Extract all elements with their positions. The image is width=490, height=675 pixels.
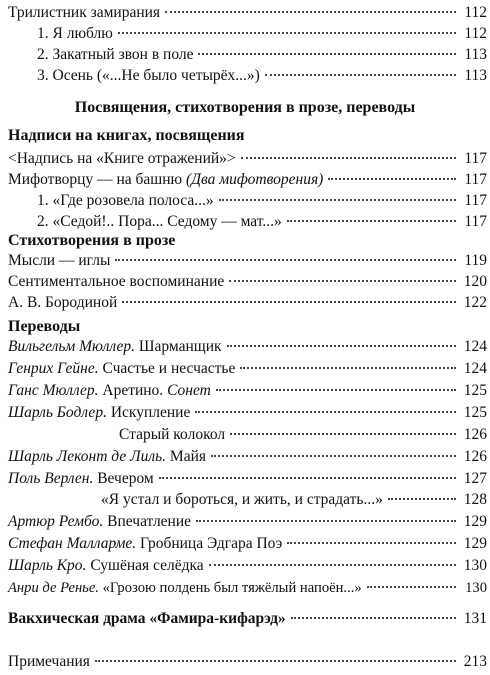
toc-entry-title: [8, 555, 204, 577]
toc-entry: [0, 358, 490, 380]
dot-leader: [230, 432, 456, 435]
toc-entry-title-main: Сушёная селёдка: [86, 557, 204, 574]
toc-entry-title: [8, 446, 206, 468]
toc-entry: [0, 468, 490, 490]
dot-leader: [165, 10, 456, 13]
toc-entry-title: 1. Я люблю: [37, 25, 113, 42]
toc-entry-title-main: Аретино.: [98, 382, 168, 399]
dot-leader: [95, 659, 456, 662]
dot-leader: [196, 519, 456, 522]
dot-leader: [211, 454, 456, 457]
toc-entry-page: 117: [464, 150, 487, 167]
toc-entry-author: Анри де Ренье.: [8, 580, 99, 596]
toc-entry-title-italic: (Два мифотворения): [185, 171, 324, 188]
toc-entry: [0, 533, 490, 555]
toc-entry-title: [8, 577, 362, 599]
toc-entry-title: 2. Закатный звон в поле: [37, 46, 194, 63]
toc-entry: [0, 169, 490, 191]
toc-entry-title: [8, 468, 154, 490]
toc-entry-page: 113: [464, 46, 487, 63]
dot-leader: [219, 198, 456, 201]
toc-entry-title: <Надпись на «Книге отражений»>: [8, 150, 236, 167]
toc-entry-title-main: Впечатление: [103, 513, 192, 530]
toc-entry: [0, 336, 490, 358]
toc-entry-page: 124: [463, 360, 487, 377]
dot-leader: [195, 410, 456, 413]
toc-entry-page: 120: [463, 273, 487, 290]
dot-leader: [229, 279, 456, 282]
dot-leader: [328, 177, 456, 180]
toc-entry-page: 119: [464, 252, 487, 269]
toc-entry-page: 131: [463, 610, 487, 627]
toc-entry: [0, 446, 490, 468]
toc-entry-title-main: Гробница Эдгара Поэ: [136, 535, 283, 552]
toc-entry-page: 130: [465, 580, 487, 596]
toc-entry-title-main: Вечером: [93, 470, 154, 487]
toc-entry-page: 213: [463, 653, 487, 670]
toc-entry-page: 112: [464, 4, 487, 21]
toc-entry-page: 125: [463, 382, 487, 399]
toc-entry: [0, 424, 490, 446]
toc-entry-page: 124: [463, 338, 487, 355]
toc-entry-title-main: Мифотворцу — на башню: [8, 171, 186, 188]
toc-entry-title: [8, 358, 235, 380]
subsection-heading: Переводы: [8, 318, 81, 335]
dot-leader: [265, 73, 456, 76]
toc-entry-title: Старый колокол: [119, 426, 226, 443]
toc-entry-page: 129: [463, 513, 487, 530]
toc-entry: [0, 148, 490, 170]
toc-entry-author: Вильгельм Мюллер.: [8, 338, 136, 355]
toc-entry-author: Шарль Бодлер.: [8, 404, 107, 421]
toc-entry-title: «Я устал и бороться, и жить, и страдать...»: [101, 491, 383, 508]
dot-leader: [159, 476, 456, 479]
toc-entry-author: Шарль Кро.: [8, 557, 87, 574]
toc-entry: [0, 380, 490, 402]
toc-entry-author: Генрих Гейне.: [8, 360, 99, 377]
toc-entry-page: 117: [464, 171, 487, 188]
toc-entry: [0, 489, 490, 511]
toc-entry: [0, 250, 490, 272]
subsection-heading: Стихотворения в прозе: [8, 232, 176, 249]
toc-entry-title: [8, 533, 282, 555]
toc-entry-title-main: «Грозою полдень был тяжёлый напоён...»: [98, 580, 362, 596]
toc-entry-page: 113: [464, 67, 487, 84]
dot-leader: [291, 616, 456, 619]
toc-entry: [0, 608, 490, 630]
dot-leader: [287, 541, 456, 544]
dot-leader: [240, 366, 456, 369]
toc-entry-page: 117: [464, 192, 487, 209]
dot-leader: [115, 258, 456, 261]
toc-entry-title: 1. «Где розовела полоса...»: [37, 192, 214, 209]
toc-entry-title: [8, 169, 323, 191]
toc-entry-title: [8, 402, 190, 424]
toc-entry-page: 128: [463, 491, 487, 508]
toc-entry: [0, 511, 490, 533]
toc-entry-page: 126: [463, 448, 487, 465]
toc-entry-title: Трилистник замирания: [8, 4, 161, 21]
toc-entry-title: Сентиментальное воспоминание: [8, 273, 225, 290]
toc-entry: [0, 190, 490, 212]
dot-leader: [209, 563, 456, 566]
dot-leader: [198, 52, 456, 55]
toc-entry-title: 2. «Седой!.. Пора... Седому — мат...»: [37, 213, 282, 230]
toc-entry-title-main: Майя: [166, 448, 206, 465]
toc-entry: [0, 555, 490, 577]
toc-entry-page: 130: [463, 557, 487, 574]
toc-entry: [0, 23, 490, 45]
toc-entry-title: [8, 380, 211, 402]
toc-entry-title: 3. Осень («...Не было четырёх...»): [37, 67, 260, 84]
toc-entry-title: А. В. Бородиной: [8, 294, 118, 311]
toc-entry-page: 126: [463, 426, 487, 443]
toc-entry-page: 127: [463, 470, 487, 487]
toc-entry-page: 117: [464, 213, 487, 230]
toc-entry: [0, 44, 490, 66]
toc-entry-author: Ганс Мюллер.: [8, 382, 99, 399]
dot-leader: [122, 300, 456, 303]
section-heading: Посвящения, стихотворения в прозе, переводы: [74, 99, 416, 116]
toc-entry-author: Шарль Леконт де Лиль.: [8, 448, 167, 465]
toc-entry: [0, 577, 490, 599]
toc-entry-title: Примечания: [8, 653, 90, 670]
dot-leader: [287, 219, 456, 222]
toc-entry: [0, 65, 490, 87]
dot-leader: [118, 31, 456, 34]
dot-leader: [227, 344, 456, 347]
toc-entry-author: Поль Верлен.: [8, 470, 94, 487]
toc-entry: [0, 651, 490, 673]
toc-entry-title-main: Искупление: [106, 404, 191, 421]
toc-entry-page: 122: [463, 294, 487, 311]
toc-entry-title: Мысли — иглы: [8, 252, 111, 269]
toc-entry-page: 129: [463, 535, 487, 552]
toc-entry: [0, 292, 490, 314]
toc-entry-title: [8, 336, 222, 358]
toc-entry-title-main: Шарманщик: [135, 338, 222, 355]
toc-entry: [0, 271, 490, 293]
dot-leader: [388, 497, 456, 500]
dot-leader: [367, 585, 456, 588]
toc-entry-page: 112: [464, 25, 487, 42]
toc-entry-title-italic: Сонет: [167, 382, 211, 399]
dot-leader: [216, 388, 456, 391]
toc-entry-title: Вакхическая драма «Фамира-кифарэд»: [8, 610, 286, 627]
toc-entry-page: 125: [463, 404, 487, 421]
toc-entry: [0, 402, 490, 424]
subsection-heading: Надписи на книгах, посвящения: [8, 127, 245, 144]
toc-entry: [0, 2, 490, 24]
toc-entry-title: [8, 511, 191, 533]
toc-entry-author: Артюр Рембо.: [8, 513, 104, 530]
toc-entry-author: Стефан Малларме.: [8, 535, 137, 552]
dot-leader: [241, 156, 456, 159]
toc-entry-title-main: Счастье и несчастье: [98, 360, 236, 377]
